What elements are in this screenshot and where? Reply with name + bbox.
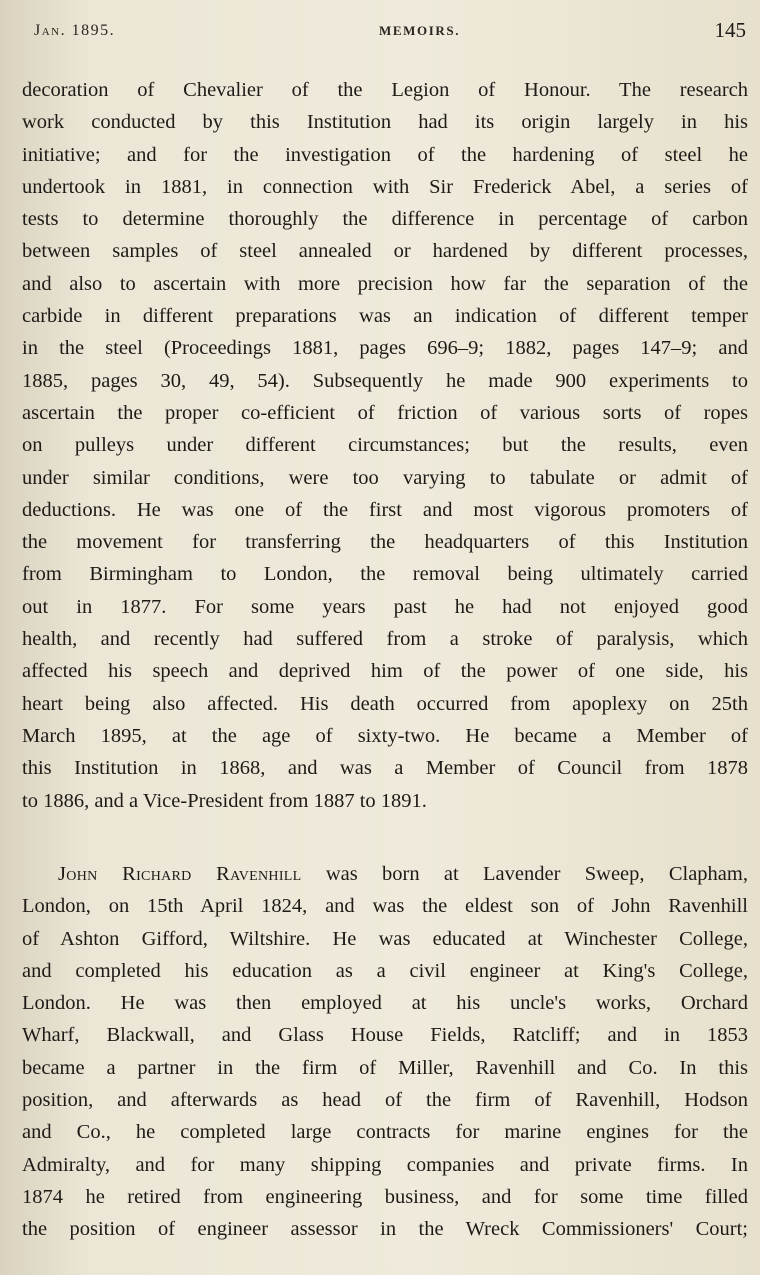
- text-line: the position of engineer assessor in the Wreck Commissioners' Court;: [22, 1218, 748, 1241]
- text-line: work conducted by this Institution had its origin largely in his: [22, 111, 748, 134]
- text-line: the movement for transferring the headquarters of this Institution: [22, 531, 748, 554]
- text-line: to 1886, and a Vice-President from 1887 to 1891.: [22, 789, 427, 812]
- text-line: from Birmingham to London, the removal being ultimately carried: [22, 563, 748, 586]
- running-header: [34, 20, 746, 44]
- text-line: and Co., he completed large contracts for marine engines for the: [22, 1121, 748, 1144]
- text-line: London. He was then employed at his uncle's works, Orchard: [22, 992, 748, 1015]
- text-line: 1874 he retired from engineering business, and for some time filled: [22, 1185, 748, 1208]
- page-number: 145: [714, 18, 746, 42]
- text-line: initiative; and for the investigation of the hardening of steel he: [22, 143, 748, 166]
- text-line: tests to determine thoroughly the difference in percentage of carbon: [22, 208, 748, 231]
- text-line: March 1895, at the age of sixty-two. He became a Member of: [22, 724, 748, 747]
- text-line: and also to ascertain with more precision how far the separation of the: [22, 272, 748, 295]
- text-line: in the steel (Proceedings 1881, pages 696–9; 1882, pages 147–9; and: [22, 337, 748, 360]
- text-line: and completed his education as a civil engineer at King's College,: [22, 959, 748, 982]
- text-line: carbide in different preparations was an indication of different temper: [22, 305, 748, 328]
- text-line: became a partner in the firm of Miller, Ravenhill and Co. In this: [22, 1056, 748, 1079]
- text-line: ascertain the proper co-efficient of friction of various sorts of ropes: [22, 401, 748, 424]
- text-line: Wharf, Blackwall, and Glass House Fields, Ratcliff; and in 1853: [22, 1024, 748, 1047]
- memoir-paragraph: [22, 858, 748, 1246]
- text-line: deductions. He was one of the first and most vigorous promoters of: [22, 498, 748, 521]
- text-line: 1885, pages 30, 49, 54). Subsequently he made 900 experiments to: [22, 369, 748, 392]
- header-title: MEMOIRS.: [379, 23, 461, 38]
- text-line: out in 1877. For some years past he had not enjoyed good: [22, 595, 748, 618]
- subject-name: John Richard Ravenhill: [58, 863, 302, 885]
- text-line: health, and recently had suffered from a stroke of paralysis, which: [22, 628, 748, 651]
- text-line: Admiralty, and for many shipping companies and private firms. In: [22, 1153, 748, 1176]
- text-line: [22, 858, 748, 890]
- text-line: position, and afterwards as head of the firm of Ravenhill, Hodson: [22, 1089, 748, 1112]
- text-line: undertook in 1881, in connection with Sir Frederick Abel, a series of: [22, 175, 748, 198]
- paragraph-continued: [22, 74, 748, 817]
- text-line: this Institution in 1868, and was a Member of Council from 1878: [22, 757, 748, 780]
- header-date: Jan. 1895.: [34, 22, 116, 39]
- text-line: heart being also affected. His death occurred from apoplexy on 25th: [22, 692, 748, 715]
- text-line: under similar conditions, were too varying to tabulate or admit of: [22, 466, 748, 489]
- text-line: affected his speech and deprived him of the power of one side, his: [22, 660, 748, 683]
- first-line-text: was born at Lavender Sweep, Clapham,: [301, 863, 748, 885]
- text-line: between samples of steel annealed or hardened by different processes,: [22, 240, 748, 263]
- text-line: decoration of Chevalier of the Legion of Honour. The research: [22, 79, 748, 101]
- text-line: on pulleys under different circumstances; but the results, even: [22, 434, 748, 457]
- text-line: of Ashton Gifford, Wiltshire. He was educated at Winchester College,: [22, 927, 748, 950]
- text-line: London, on 15th April 1824, and was the eldest son of John Ravenhill: [22, 895, 748, 918]
